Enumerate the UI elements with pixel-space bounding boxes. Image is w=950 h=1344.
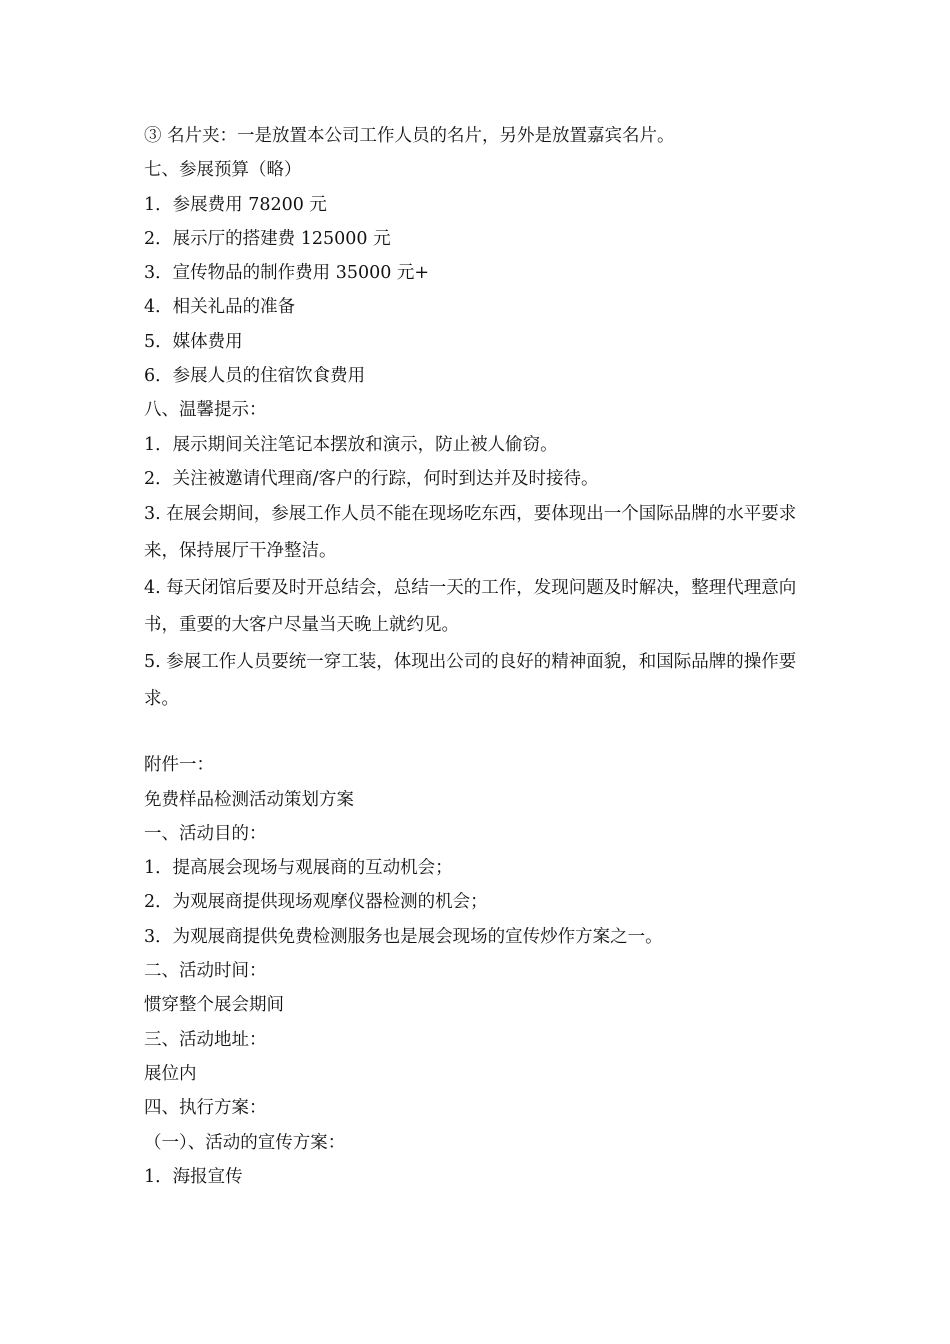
promo-item: 1．海报宣传 <box>144 1166 243 1187</box>
budget-item: 1．参展费用 78200 元 <box>144 194 327 215</box>
execution-heading: 四、执行方案： <box>144 1098 267 1119</box>
place-value: 展位内 <box>144 1063 197 1084</box>
place-heading: 三、活动地址： <box>144 1029 267 1050</box>
tips-heading: 八、温馨提示： <box>144 400 267 421</box>
appendix-label: 附件一： <box>144 755 214 776</box>
budget-item: 2．展示厅的搭建费 125000 元 <box>144 228 391 249</box>
purpose-item: 3．为观展商提供免费检测服务也是展会现场的宣传炒作方案之一。 <box>144 926 663 947</box>
tip-item: 1．展示期间关注笔记本摆放和演示，防止被人偷窃。 <box>144 434 558 455</box>
budget-item: 5．媒体费用 <box>144 331 243 352</box>
purpose-item: 1．提高展会现场与观展商的互动机会； <box>144 858 453 879</box>
budget-item: 3．宣传物品的制作费用 35000 元+ <box>144 263 430 284</box>
blank-spacer <box>144 718 814 748</box>
purpose-item: 2．为观展商提供现场观摩仪器检测的机会； <box>144 892 488 913</box>
budget-heading: 七、参展预算（略） <box>144 160 302 181</box>
tip-item: 2．关注被邀请代理商/客户的行踪，何时到达并及时接待。 <box>144 468 599 489</box>
tip-item: 5. 参展工作人员要统一穿工装，体现出公司的良好的精神面貌，和国际品牌的操作要求。 <box>144 652 797 710</box>
card-holder-line: ③ 名片夹：一是放置本公司工作人员的名片，另外是放置嘉宾名片。 <box>144 126 675 146</box>
tip-item: 4. 每天闭馆后要及时开总结会，总结一天的工作，发现问题及时解决，整理代理意向书，重要的大客户尽量当天晚上就约见。 <box>144 578 797 636</box>
budget-item: 4．相关礼品的准备 <box>144 297 296 318</box>
document-body <box>144 119 814 1194</box>
tip-item: 3. 在展会期间，参展工作人员不能在现场吃东西，要体现出一个国际品牌的水平要求来，保持展厅干净整洁。 <box>144 504 797 562</box>
time-value: 惯穿整个展会期间 <box>144 995 284 1016</box>
appendix-title: 免费样品检测活动策划方案 <box>144 789 354 810</box>
budget-item: 6．参展人员的住宿饮食费用 <box>144 366 366 387</box>
purpose-heading: 一、活动目的： <box>144 823 267 844</box>
time-heading: 二、活动时间： <box>144 961 267 982</box>
promo-heading: （一）、活动的宣传方案： <box>144 1132 346 1153</box>
